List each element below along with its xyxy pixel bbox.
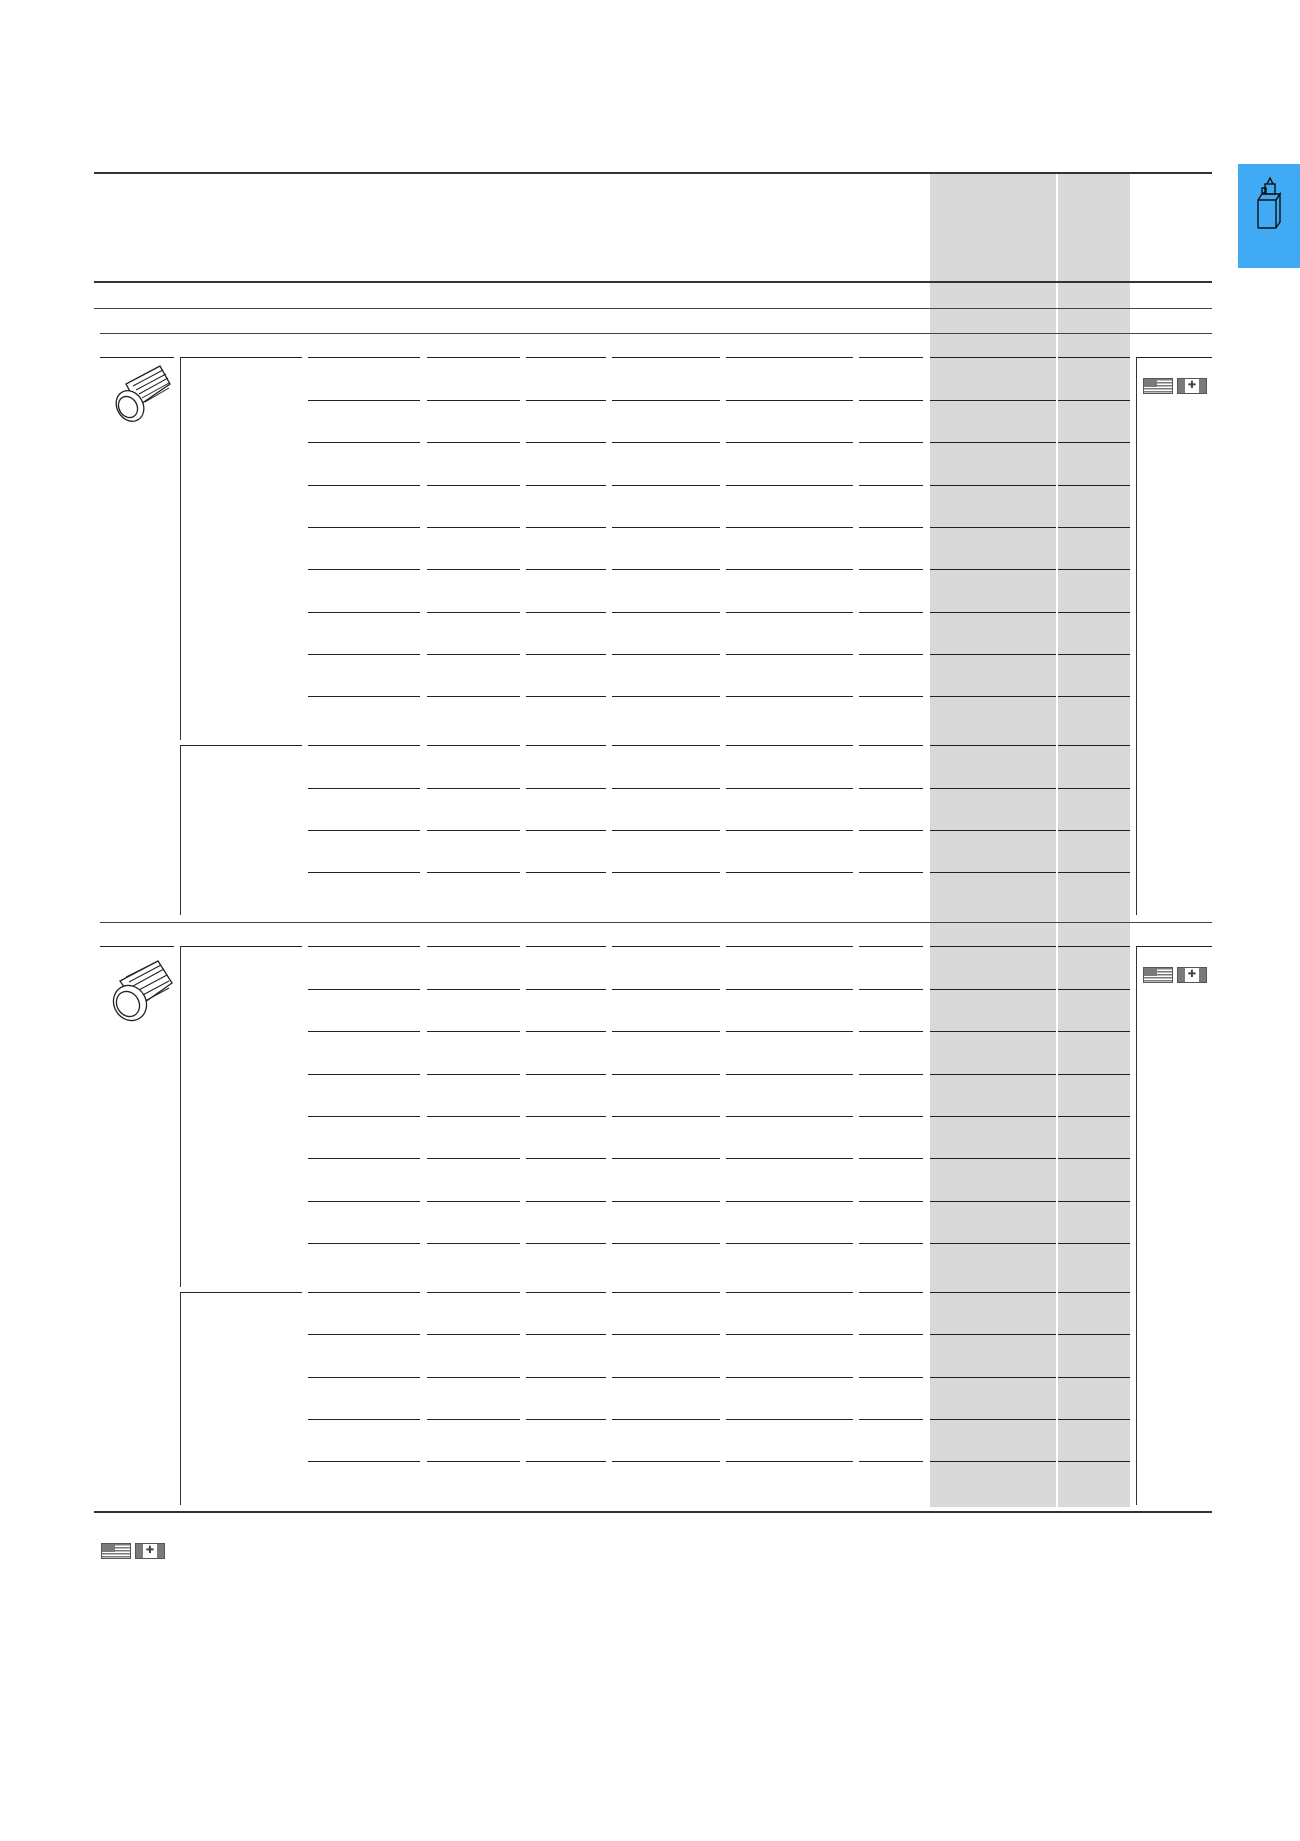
row-rule xyxy=(726,442,853,443)
row-rule xyxy=(1058,1243,1130,1244)
row-rule xyxy=(1058,400,1130,401)
row-rule xyxy=(612,400,720,401)
row-rule xyxy=(526,485,606,486)
row-rule xyxy=(526,569,606,570)
row-rule xyxy=(308,357,420,358)
row-rule xyxy=(308,569,420,570)
row-rule xyxy=(427,745,520,746)
row-rule xyxy=(1058,1074,1130,1075)
row-rule xyxy=(427,1031,520,1032)
row-rule xyxy=(308,1243,420,1244)
row-rule xyxy=(859,485,923,486)
footnote-flags xyxy=(101,1543,165,1559)
row-rule xyxy=(427,1201,520,1202)
section-separator xyxy=(100,922,1212,923)
row-rule xyxy=(612,788,720,789)
row-rule xyxy=(1136,946,1212,947)
row-rule xyxy=(308,1158,420,1159)
row-rule xyxy=(427,1377,520,1378)
row-rule xyxy=(930,654,1056,655)
proximity-sensor-icon xyxy=(108,362,178,426)
row-rule xyxy=(930,1292,1056,1293)
us-flag-icon xyxy=(1143,967,1173,983)
row-rule xyxy=(1058,872,1130,873)
row-rule xyxy=(859,527,923,528)
row-rule xyxy=(930,1334,1056,1335)
row-rule xyxy=(526,1201,606,1202)
row-rule xyxy=(859,357,923,358)
row-rule xyxy=(930,696,1056,697)
row-rule xyxy=(1058,654,1130,655)
row-rule xyxy=(612,1419,720,1420)
row-rule xyxy=(612,989,720,990)
row-rule xyxy=(930,612,1056,613)
row-rule xyxy=(612,1031,720,1032)
row-rule xyxy=(427,830,520,831)
row-rule xyxy=(859,696,923,697)
row-rule xyxy=(612,1201,720,1202)
row-rule xyxy=(612,946,720,947)
row-rule xyxy=(859,788,923,789)
row-rule xyxy=(859,1074,923,1075)
row-rule xyxy=(1058,612,1130,613)
row-rule xyxy=(526,1461,606,1462)
row-rule xyxy=(181,1292,302,1293)
row-rule xyxy=(308,872,420,873)
row-rule xyxy=(1058,527,1130,528)
row-rule xyxy=(726,485,853,486)
group-bracket xyxy=(180,357,181,740)
row-rule xyxy=(612,1377,720,1378)
row-rule xyxy=(427,654,520,655)
row-rule xyxy=(526,1377,606,1378)
row-rule xyxy=(930,788,1056,789)
row-rule xyxy=(427,1461,520,1462)
row-rule xyxy=(612,654,720,655)
row-rule xyxy=(526,442,606,443)
row-rule xyxy=(526,946,606,947)
group-bracket xyxy=(180,1292,181,1505)
row-rule xyxy=(859,946,923,947)
row-rule xyxy=(427,788,520,789)
row-rule xyxy=(1058,745,1130,746)
row-rule xyxy=(1058,569,1130,570)
row-rule xyxy=(726,569,853,570)
row-rule xyxy=(526,1158,606,1159)
row-rule xyxy=(526,1292,606,1293)
row-rule xyxy=(427,400,520,401)
header-bottom-rule xyxy=(94,281,1212,283)
row-rule xyxy=(1058,989,1130,990)
row-rule xyxy=(308,1074,420,1075)
row-rule xyxy=(1058,946,1130,947)
row-rule xyxy=(308,830,420,831)
row-rule xyxy=(427,1334,520,1335)
row-rule xyxy=(612,612,720,613)
row-rule xyxy=(526,1243,606,1244)
group-bracket xyxy=(1136,946,1137,1505)
row-rule xyxy=(1058,1419,1130,1420)
row-rule xyxy=(726,612,853,613)
row-rule xyxy=(308,400,420,401)
row-rule xyxy=(930,1461,1056,1462)
row-rule xyxy=(308,745,420,746)
row-rule xyxy=(526,1074,606,1075)
row-rule xyxy=(726,1377,853,1378)
row-rule xyxy=(1058,1158,1130,1159)
row-rule xyxy=(1058,1031,1130,1032)
row-rule xyxy=(308,612,420,613)
row-rule xyxy=(726,1334,853,1335)
row-rule xyxy=(726,1031,853,1032)
row-rule xyxy=(726,788,853,789)
row-rule xyxy=(612,745,720,746)
canada-flag-icon: ✚ xyxy=(1177,967,1207,983)
row-rule xyxy=(930,1116,1056,1117)
row-rule xyxy=(308,1461,420,1462)
row-rule xyxy=(726,1461,853,1462)
row-rule xyxy=(930,442,1056,443)
row-rule xyxy=(1058,1377,1130,1378)
row-rule xyxy=(612,830,720,831)
row-rule xyxy=(1058,830,1130,831)
row-rule xyxy=(930,1243,1056,1244)
shaded-column-price xyxy=(1058,173,1130,1507)
row-rule xyxy=(427,872,520,873)
row-rule xyxy=(612,485,720,486)
row-rule xyxy=(526,872,606,873)
row-rule xyxy=(612,1334,720,1335)
row-rule xyxy=(308,527,420,528)
row-rule xyxy=(427,485,520,486)
row-rule xyxy=(1058,1201,1130,1202)
row-rule xyxy=(726,696,853,697)
row-rule xyxy=(859,1116,923,1117)
row-rule xyxy=(612,442,720,443)
row-rule xyxy=(930,1158,1056,1159)
row-rule xyxy=(526,612,606,613)
row-rule xyxy=(930,1201,1056,1202)
row-rule xyxy=(859,400,923,401)
row-rule xyxy=(859,1201,923,1202)
row-rule xyxy=(308,989,420,990)
row-rule xyxy=(308,1419,420,1420)
row-rule xyxy=(930,357,1056,358)
row-rule xyxy=(427,1419,520,1420)
row-rule xyxy=(427,989,520,990)
row-rule xyxy=(1058,442,1130,443)
row-rule xyxy=(526,989,606,990)
row-rule xyxy=(427,442,520,443)
row-rule xyxy=(726,1158,853,1159)
row-rule xyxy=(859,989,923,990)
row-rule xyxy=(726,527,853,528)
row-rule xyxy=(427,1116,520,1117)
row-rule xyxy=(930,1377,1056,1378)
row-rule xyxy=(612,696,720,697)
row-rule xyxy=(526,1116,606,1117)
row-rule xyxy=(308,654,420,655)
row-rule xyxy=(612,569,720,570)
top-rule xyxy=(94,172,1212,174)
row-rule xyxy=(100,946,174,947)
us-flag-icon xyxy=(1143,378,1173,394)
row-rule xyxy=(930,1074,1056,1075)
row-rule xyxy=(308,1031,420,1032)
row-rule xyxy=(308,1292,420,1293)
row-rule xyxy=(930,527,1056,528)
row-rule xyxy=(726,946,853,947)
row-rule xyxy=(726,1201,853,1202)
row-rule xyxy=(859,569,923,570)
row-rule xyxy=(859,830,923,831)
country-flags xyxy=(1143,967,1207,983)
row-rule xyxy=(726,400,853,401)
row-rule xyxy=(526,830,606,831)
row-rule xyxy=(1058,1292,1130,1293)
row-rule xyxy=(308,788,420,789)
row-rule xyxy=(612,527,720,528)
row-rule xyxy=(526,1419,606,1420)
row-rule xyxy=(930,989,1056,990)
shaded-column-catalog xyxy=(930,173,1056,1507)
row-rule xyxy=(726,1074,853,1075)
row-rule xyxy=(726,872,853,873)
row-rule xyxy=(726,830,853,831)
row-rule xyxy=(612,1116,720,1117)
canada-flag-icon: ✚ xyxy=(1177,378,1207,394)
row-rule xyxy=(612,1292,720,1293)
row-rule xyxy=(308,485,420,486)
row-rule xyxy=(930,946,1056,947)
row-rule xyxy=(181,745,302,746)
row-rule xyxy=(612,1074,720,1075)
row-rule xyxy=(308,1377,420,1378)
group-bracket xyxy=(180,946,181,1287)
row-rule xyxy=(526,357,606,358)
row-rule xyxy=(526,654,606,655)
row-rule xyxy=(308,442,420,443)
row-rule xyxy=(859,1461,923,1462)
row-rule xyxy=(859,1243,923,1244)
row-rule xyxy=(859,1292,923,1293)
row-rule xyxy=(930,830,1056,831)
row-rule xyxy=(859,1334,923,1335)
row-rule xyxy=(427,1158,520,1159)
row-rule xyxy=(930,400,1056,401)
row-rule xyxy=(930,1031,1056,1032)
row-rule xyxy=(612,1158,720,1159)
row-rule xyxy=(427,569,520,570)
row-rule xyxy=(427,612,520,613)
header-rule-2 xyxy=(94,308,1212,309)
row-rule xyxy=(859,1031,923,1032)
row-rule xyxy=(1058,357,1130,358)
row-rule xyxy=(526,745,606,746)
row-rule xyxy=(1058,485,1130,486)
row-rule xyxy=(726,357,853,358)
row-rule xyxy=(726,745,853,746)
row-rule xyxy=(308,946,420,947)
row-rule xyxy=(930,485,1056,486)
row-rule xyxy=(427,1243,520,1244)
row-rule xyxy=(930,1419,1056,1420)
row-rule xyxy=(181,946,302,947)
country-flags xyxy=(1143,378,1207,394)
row-rule xyxy=(1058,1116,1130,1117)
row-rule xyxy=(859,1377,923,1378)
row-rule xyxy=(1058,1461,1130,1462)
row-rule xyxy=(181,357,302,358)
row-rule xyxy=(930,745,1056,746)
bottom-rule xyxy=(94,1511,1212,1513)
canada-flag-icon: ✚ xyxy=(135,1543,165,1559)
row-rule xyxy=(726,1116,853,1117)
row-rule xyxy=(726,1243,853,1244)
proximity-sensor-icon xyxy=(106,955,180,1025)
row-rule xyxy=(526,788,606,789)
group-bracket xyxy=(180,745,181,915)
row-rule xyxy=(308,1116,420,1117)
row-rule xyxy=(308,696,420,697)
row-rule xyxy=(526,1334,606,1335)
row-rule xyxy=(930,872,1056,873)
row-rule xyxy=(526,1031,606,1032)
row-rule xyxy=(612,872,720,873)
group-bracket xyxy=(1136,357,1137,915)
row-rule xyxy=(859,442,923,443)
row-rule xyxy=(427,357,520,358)
limit-switch-icon xyxy=(1238,164,1300,268)
row-rule xyxy=(1058,696,1130,697)
row-rule xyxy=(726,989,853,990)
row-rule xyxy=(1136,357,1212,358)
row-rule xyxy=(612,1461,720,1462)
row-rule xyxy=(526,400,606,401)
row-rule xyxy=(726,1292,853,1293)
us-flag-icon xyxy=(101,1543,131,1559)
row-rule xyxy=(526,696,606,697)
row-rule xyxy=(427,1292,520,1293)
row-rule xyxy=(612,1243,720,1244)
row-rule xyxy=(308,1334,420,1335)
row-rule xyxy=(726,654,853,655)
row-rule xyxy=(427,696,520,697)
row-rule xyxy=(1058,788,1130,789)
row-rule xyxy=(726,1419,853,1420)
row-rule xyxy=(612,357,720,358)
row-rule xyxy=(308,1201,420,1202)
row-rule xyxy=(859,654,923,655)
row-rule xyxy=(1058,1334,1130,1335)
row-rule xyxy=(859,872,923,873)
row-rule xyxy=(930,569,1056,570)
row-rule xyxy=(427,1074,520,1075)
row-rule xyxy=(859,612,923,613)
row-rule xyxy=(859,1419,923,1420)
side-tab[interactable] xyxy=(1238,164,1300,268)
row-rule xyxy=(526,527,606,528)
header-rule-3 xyxy=(100,333,1212,334)
row-rule xyxy=(100,357,174,358)
row-rule xyxy=(859,1158,923,1159)
row-rule xyxy=(859,745,923,746)
row-rule xyxy=(427,946,520,947)
row-rule xyxy=(427,527,520,528)
